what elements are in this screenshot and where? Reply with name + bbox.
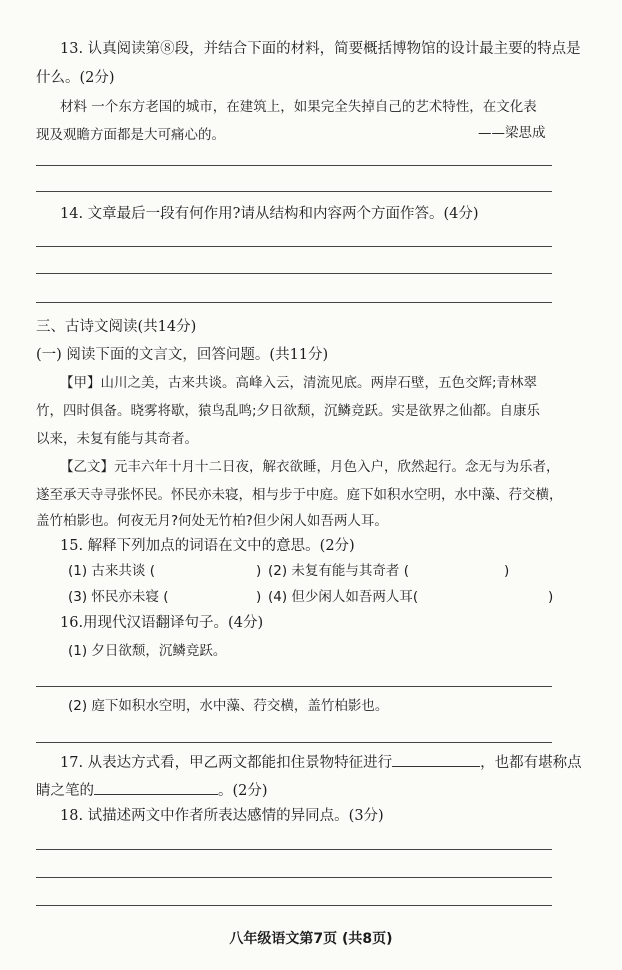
q13-material-line2: 现及观瞻方面都是大可痛心的。 [36, 127, 225, 143]
q13-text-line1: 13. 认真阅读第⑧段，并结合下面的材料，简要概括博物馆的设计最主要的特点是 [60, 41, 581, 57]
q13-answer-line-1[interactable] [36, 165, 552, 166]
q17-part4: 。(2分) [218, 783, 268, 799]
q15-item1-close: ) [256, 563, 262, 579]
q15-title: 15. 解释下列加点的词语在文中的意思。(2分) [60, 538, 355, 554]
q17-blank-1[interactable] [392, 752, 480, 767]
q15-item2-close: ) [504, 563, 510, 579]
q18-answer-line-3[interactable] [36, 905, 552, 906]
q13-text-line2: 什么。(2分) [36, 70, 115, 86]
q17-line1 [60, 752, 582, 772]
q13-material-source: ——梁思成 [478, 125, 546, 141]
q15-item2: (2) 未复有能与其奇者 ( [268, 563, 409, 579]
q15-item3-close: ) [256, 589, 262, 605]
text-yi-line3: 盖竹柏影也。何夜无月?何处无竹柏?但少闲人如吾两人耳。 [36, 513, 388, 529]
section3-part1-title: (一) 阅读下面的文言文，回答问题。(共11分) [36, 347, 329, 363]
q17-part2: ，也都有堪称点 [480, 755, 582, 771]
text-jia-line2: 竹，四时俱备。晓雾将歇，猿鸟乱鸣;夕日欲颓，沉鳞竞跃。实是欲界之仙都。自康乐 [36, 403, 541, 419]
q18-title: 18. 试描述两文中作者所表达感情的异同点。(3分) [60, 808, 384, 824]
q18-answer-line-2[interactable] [36, 877, 552, 878]
q14-answer-line-3[interactable] [36, 302, 552, 303]
q15-item4: (4) 但少闲人如吾两人耳( [268, 589, 419, 605]
q15-item4-close: ) [548, 589, 554, 605]
q17-blank-2[interactable] [94, 780, 218, 795]
q16-answer-line-1[interactable] [36, 686, 552, 687]
q18-answer-line-1[interactable] [36, 849, 552, 850]
q17-line2 [36, 780, 268, 800]
text-jia-line3: 以来，未复有能与其奇者。 [36, 431, 198, 447]
q15-item3: (3) 怀民亦未寝 ( [68, 589, 169, 605]
q15-item1: (1) 古来共谈 ( [68, 563, 155, 579]
q13-answer-line-2[interactable] [36, 191, 552, 192]
q16-answer-line-2[interactable] [36, 742, 552, 743]
q16-title: 16.用现代汉语翻译句子。(4分) [60, 615, 264, 631]
q13-material-line1: 材料 一个东方老国的城市，在建筑上，如果完全失掉自己的艺术特性，在文化表 [60, 99, 537, 115]
page-footer: 八年级语文第7页 (共8页) [229, 931, 393, 947]
text-jia-line1: 【甲】山川之美，古来共谈。高峰入云，清流见底。两岸石壁，五色交辉;青林翠 [60, 375, 538, 391]
q14-text: 14. 文章最后一段有何作用?请从结构和内容两个方面作答。(4分) [60, 206, 479, 222]
section3-title: 三、古诗文阅读(共14分) [36, 319, 197, 335]
q16-item1: (1) 夕日欲颓，沉鳞竞跃。 [68, 643, 227, 659]
q17-part3: 睛之笔的 [36, 783, 94, 799]
q17-part1: 17. 从表达方式看，甲乙两文都能扣住景物特征进行 [60, 755, 393, 771]
q14-answer-line-1[interactable] [36, 246, 552, 247]
text-yi-line1: 【乙文】元丰六年十月十二日夜，解衣欲睡，月色入户，欣然起行。念无与为乐者， [60, 459, 560, 475]
q14-answer-line-2[interactable] [36, 273, 552, 274]
text-yi-line2: 遂至承天寺寻张怀民。怀民亦未寝，相与步于中庭。庭下如积水空明，水中藻、荇交横， [36, 487, 563, 503]
q16-item2: (2) 庭下如积水空明，水中藻、荇交横，盖竹柏影也。 [68, 698, 389, 714]
